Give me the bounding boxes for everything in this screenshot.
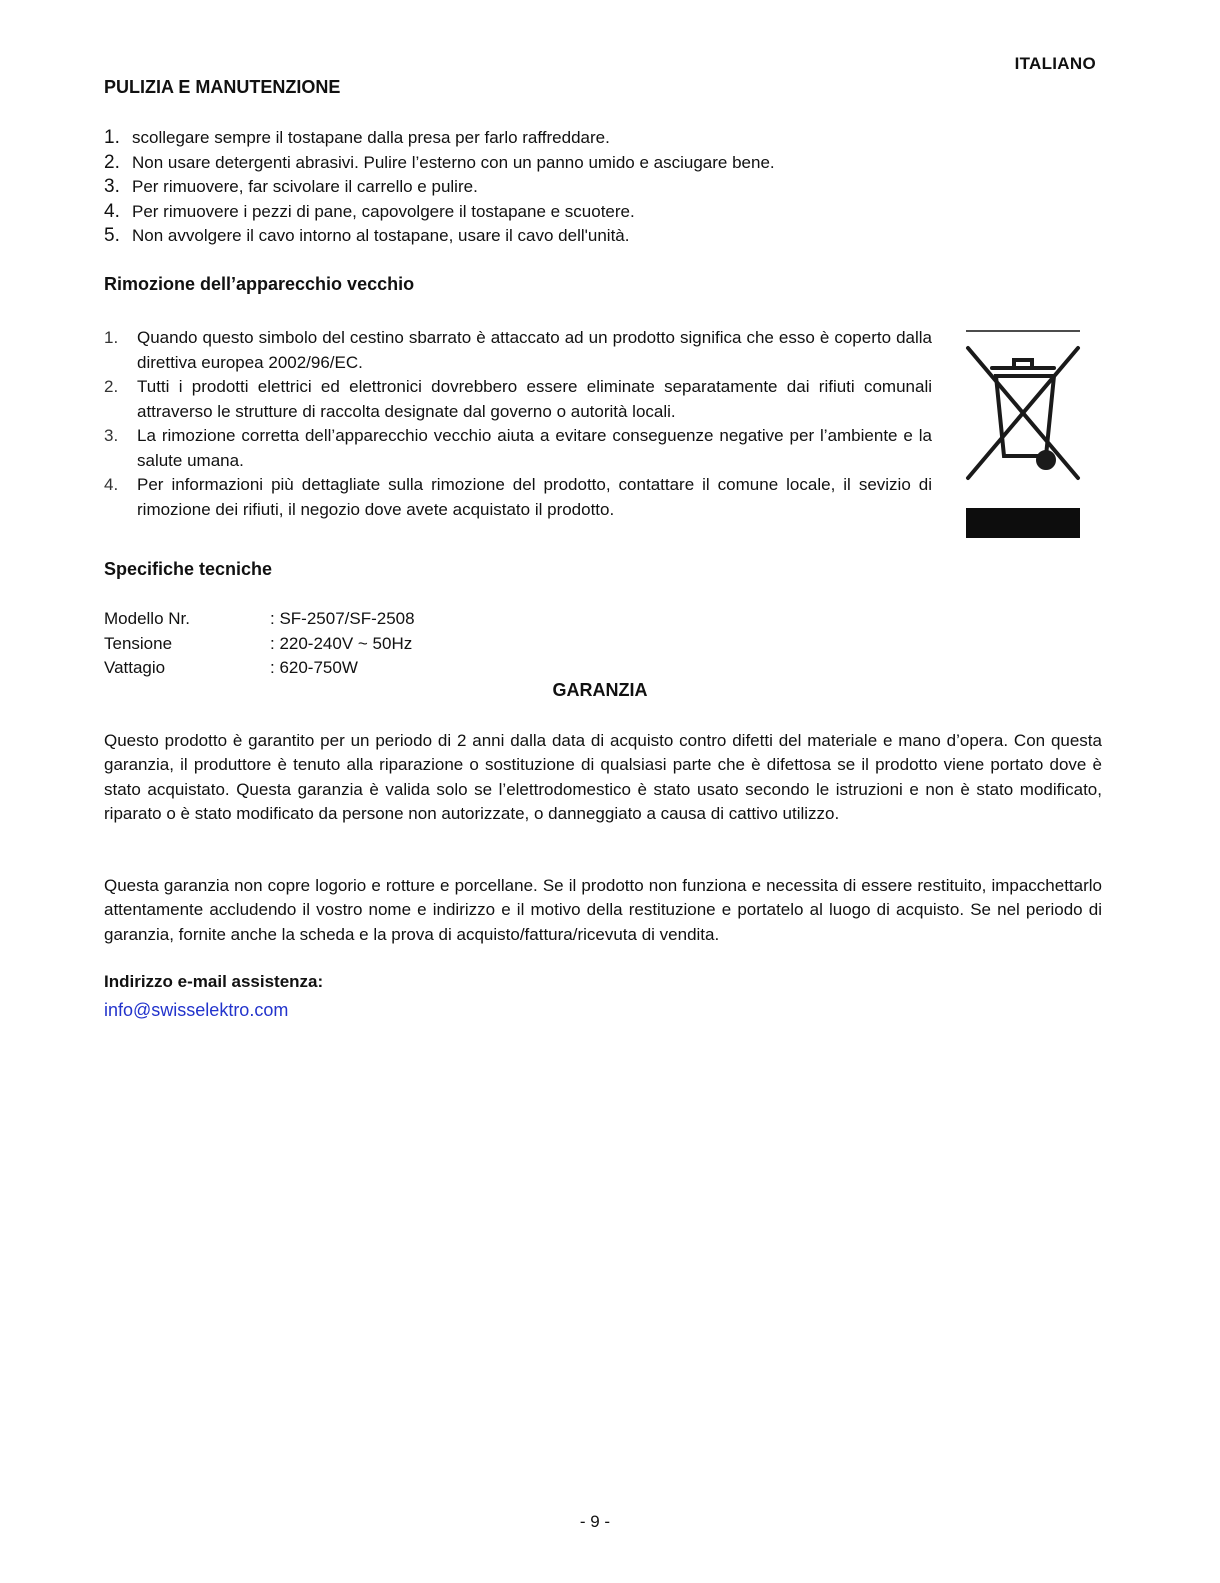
list-item-number: 2. — [104, 151, 120, 173]
spec-row — [104, 656, 415, 681]
disposal-section-title: Rimozione dell’apparecchio vecchio — [104, 274, 415, 294]
list-item-number: 5. — [104, 225, 120, 246]
warranty-paragraph-1: Questo prodotto è garantito per un periodo di 2 anni dalla data di acquisto contro difetti del materiale e mano d’opera. Con questa garanzia, il produttore è tenuto alla riparazione o sostituzione di qualsiasi parte che è difettosa se il prodotto viene portato dove è stato acquistato. Questa garanzia è valida solo se l’elettrodomestico è stato usato secondo le istruzioni e non è stato modificato, riparato o è stato modificato da persone non autorizzate, o danneggiato a causa di cattivo utilizzo. — [104, 731, 1102, 823]
list-item-number: 4. — [104, 475, 119, 494]
list-item-number: 1. — [104, 127, 120, 148]
list-item-number: 2. — [104, 377, 119, 396]
list-item — [104, 175, 1004, 200]
spec-label: Tensione — [104, 633, 173, 653]
list-item — [104, 224, 1004, 249]
list-item-text: La rimozione corretta dell’apparecchio vecchio aiuta a evitare conseguenze negative per l’ambiente e la salute umana. — [137, 426, 932, 470]
list-item-text: scollegare sempre il tostapane dalla presa per farlo raffreddare. — [132, 128, 610, 147]
spec-label: Modello Nr. — [104, 609, 190, 628]
support-email-link[interactable]: info@swisselektro.com — [104, 1000, 289, 1020]
support-email-label: Indirizzo e-mail assistenza: — [104, 972, 324, 991]
specs-section-title: Specifiche tecniche — [104, 559, 273, 579]
list-item — [104, 126, 1004, 151]
list-item-text: Quando questo simbolo del cestino sbarrato è attaccato ad un prodotto significa che esso è coperto dalla direttiva europea 2002/96/EC. — [137, 328, 932, 372]
spec-label: Vattagio — [104, 658, 166, 677]
list-item-text: Per informazioni più dettagliate sulla rimozione del prodotto, contattare il comune locale, il sevizio di rimozione dei rifiuti, il negozio dove avete acquistato il prodotto. — [137, 475, 932, 519]
list-item-text: Tutti i prodotti elettrici ed elettronici dovrebbero essere eliminate separatamente dai rifiuti comunali attraverso le strutture di raccolta designate dal governo o autorità locali. — [137, 377, 932, 421]
cleaning-section-title: PULIZIA E MANUTENZIONE — [104, 77, 341, 97]
list-item — [104, 200, 1004, 225]
list-item — [104, 151, 1004, 176]
spec-value: : 620-750W — [270, 658, 358, 677]
list-item — [104, 326, 932, 375]
list-item — [104, 424, 932, 473]
spec-row — [104, 607, 415, 632]
warranty-title: GARANZIA — [552, 680, 648, 700]
spec-value: : 220-240V ~ 50Hz — [270, 633, 413, 653]
list-item-number: 4. — [104, 200, 120, 222]
list-item — [104, 473, 932, 522]
spec-row — [104, 632, 415, 657]
list-item-text: Non usare detergenti abrasivi. Pulire l’esterno con un panno umido e asciugare bene. — [132, 152, 775, 172]
specs-table — [104, 607, 415, 681]
list-item-text: Non avvolgere il cavo intorno al tostapane, usare il cavo dell'unità. — [132, 226, 630, 245]
disposal-list — [104, 326, 932, 522]
language-label: ITALIANO — [1014, 54, 1096, 73]
spec-value: : SF-2507/SF-2508 — [270, 609, 415, 628]
page-number: - 9 - — [579, 1512, 611, 1531]
warranty-paragraph-2: Questa garanzia non copre logorio e rotture e porcellane. Se il prodotto non funziona e necessita di essere restituito, impacchettarlo attentamente accludendo il vostro nome e indirizzo e il motivo della restituzione e portatelo al luogo di acquisto. Se nel periodo di garanzia, fornite anche la scheda e la prova di acquisto/fattura/ricevuta di vendita. — [104, 876, 1102, 944]
list-item-number: 1. — [104, 328, 119, 347]
list-item — [104, 375, 932, 424]
list-item-text: Per rimuovere i pezzi di pane, capovolgere il tostapane e scuotere. — [132, 201, 635, 221]
list-item-number: 3. — [104, 176, 120, 197]
crossed-out-wheelie-bin-icon — [962, 328, 1082, 550]
list-item-number: 3. — [104, 426, 119, 445]
list-item-text: Per rimuovere, far scivolare il carrello e pulire. — [132, 177, 478, 196]
cleaning-list — [104, 126, 1004, 249]
